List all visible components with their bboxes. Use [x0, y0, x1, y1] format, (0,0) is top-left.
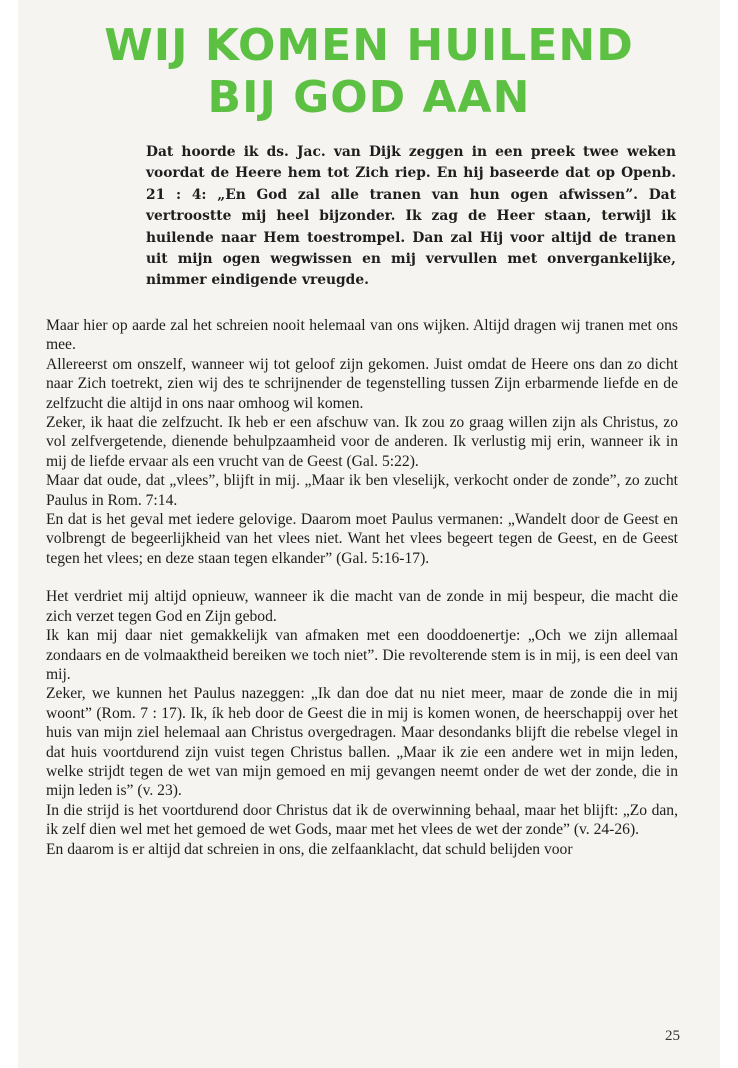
paragraph: In die strijd is het voortdurend door Christus dat ik de overwinning behaal, maar het blijft: „Zo dan, ik zelf dien wel met het gemoed de wet Gods, maar met het vlees de wet der zonde” (v. 24-26). [46, 801, 678, 839]
body-text [46, 316, 678, 859]
section-gap [46, 568, 678, 587]
paragraph: Maar dat oude, dat „vlees”, blijft in mij. „Maar ik ben vleselijk, verkocht onder de zonde”, zo zucht Paulus in Rom. 7:14. [46, 472, 678, 509]
paragraph: Ik kan mij daar niet gemakkelijk van afmaken met een dooddoenertje: „Och we zijn allemaal zondaars en de volmaaktheid bereiken we toch niet”. Die revolterende stem is in mij, is een deel van mij. [46, 627, 678, 683]
paragraph: Het verdriet mij altijd opnieuw, wanneer ik die macht van de zonde in mij bespeur, die macht die zich verzet tegen God en Zijn gebod. [46, 588, 678, 625]
paragraph: En daarom is er altijd dat schreien in ons, die zelfaanklacht, dat schuld belijden voor [46, 840, 573, 858]
paragraph: Zeker, we kunnen het Paulus nazeggen: „Ik dan doe dat nu niet meer, maar de zonde die in mij woont” (Rom. 7 : 17). Ik, ík heb door de Geest die in mij is komen wonen, de heerschappij over het huis van mijn ziel helemaal aan Christus overgedragen. Maar desondanks blijft die rebelse vlegel in dat huis voortdurend zijn vuist tegen Christus ballen. „Maar ik zie een andere wet in mijn leden, welke strijdt tegen de wet van mijn gemoed en mij gevangen neemt onder de wet der zonde, die in mijn leden is” (v. 23). [46, 685, 678, 800]
title-line-1: WIJ KOMEN HUILEND [104, 20, 634, 71]
paragraph: Maar hier op aarde zal het schreien nooit helemaal van ons wijken. Altijd dragen wij tranen met ons mee. [46, 317, 678, 354]
intro-paragraph: Dat hoorde ik ds. Jac. van Dijk zeggen in een preek twee weken voordat de Heere hem tot Zich riep. En hij baseerde dat op Openb. 21 : 4: „En God zal alle tranen van hun ogen afwissen”. Dat vertroostte mij heel bijzonder. Ik zag de Heer staan, terwijl ik huilende naar Hem toestrompel. Dan zal Hij voor altijd de tranen uit mijn ogen wegwissen en mij vervullen met onvergankelijke, nimmer eindigende vreugde. [146, 144, 676, 289]
title-line-2: BIJ GOD AAN [207, 72, 531, 123]
book-page [18, 0, 720, 1068]
paragraph: Zeker, ik haat die zelfzucht. Ik heb er een afschuw van. Ik zou zo graag willen zijn als Christus, zo vol zelfvergetende, dienende behulpzaamheid voor de anderen. Ik verlustig mij erin, wanneer ik in mij de liefde ervaar als een vrucht van de Geest (Gal. 5:22). [46, 414, 678, 470]
paragraph: Allereerst om onszelf, wanneer wij tot geloof zijn gekomen. Juist omdat de Heere ons dan zo dicht naar Zich toetrekt, zien wij des te schrijnender de tegenstelling tussen Zijn erbarmende liefde en de zelfzucht die altijd in ons naar omhoog wil komen. [46, 355, 678, 412]
page-number: 25 [665, 1028, 680, 1044]
paragraph: En dat is het geval met iedere gelovige. Daarom moet Paulus vermanen: „Wandelt door de Geest en volbrengt de begeerlijkheid van het vlees niet. Want het vlees begeert tegen de Geest, en de Geest tegen het vlees; en deze staan tegen elkander” (Gal. 5:16-17). [46, 511, 678, 567]
